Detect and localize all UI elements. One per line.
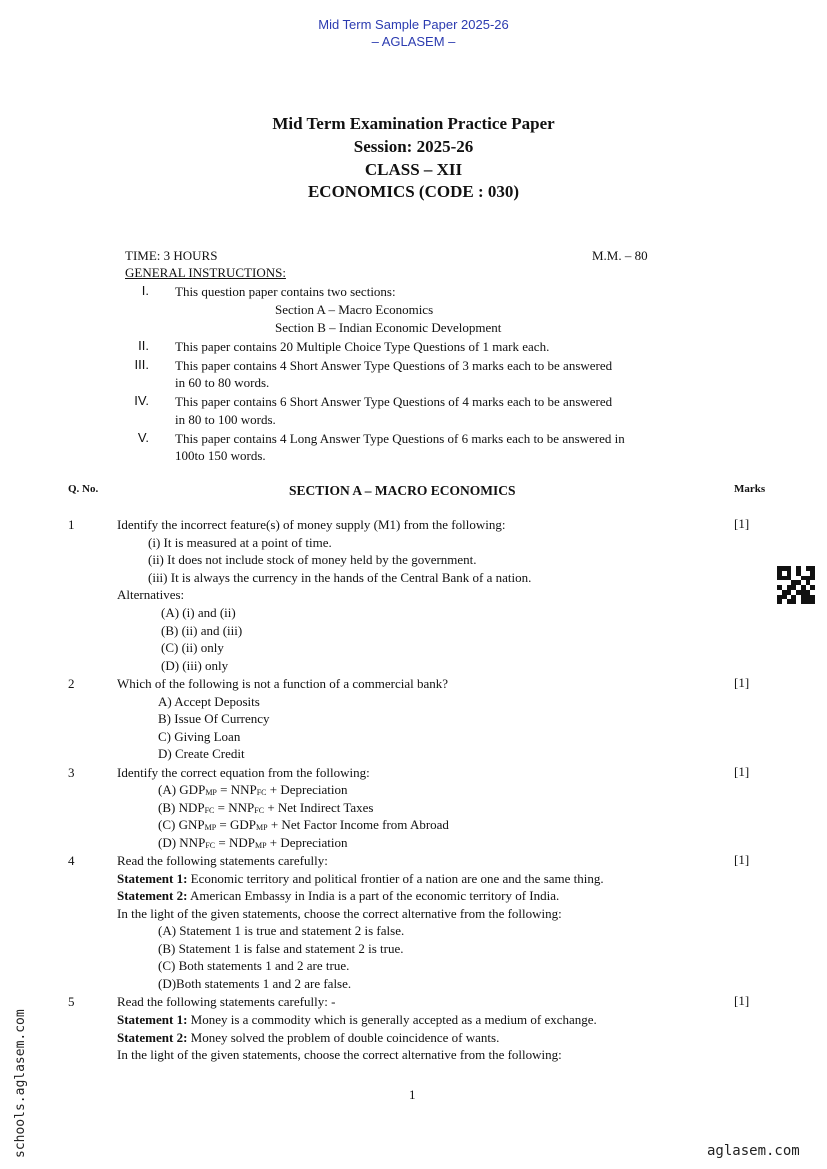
instruction-sub: Section A – Macro Economics: [275, 302, 434, 317]
qno-column-label: Q. No.: [68, 483, 99, 495]
option: B) Issue Of Currency: [158, 711, 270, 726]
option: (C) (ii) only: [161, 640, 224, 655]
question-marks: [1]: [734, 852, 750, 867]
instructions-heading: GENERAL INSTRUCTIONS:: [125, 265, 286, 280]
header-line-2: – AGLASEM –: [371, 34, 456, 49]
option: (C) $GNP_{MP} = GDP_{MP}$ + Net Factor Income from Abroad: [158, 817, 449, 832]
time-label: TIME: 3 HOURS: [125, 248, 218, 263]
question-number: 1: [68, 517, 75, 532]
option: (D) (iii) only: [161, 658, 229, 673]
option: (B) Statement 1 is false and statement 2 is true.: [158, 941, 404, 956]
side-watermark: schools.aglasem.com: [13, 1009, 28, 1158]
question-statement: (i) It is measured at a point of time.: [148, 535, 332, 550]
instruction-text: This paper contains 4 Long Answer Type Questions of 6 marks each to be answered in: [175, 431, 625, 446]
question-marks: [1]: [734, 516, 750, 531]
session-title: Session: 2025-26: [353, 137, 474, 156]
option: (B) $NDP_{FC} = NNP_{FC}$ + Net Indirect Taxes: [158, 800, 374, 815]
footer-watermark: aglasem.com: [707, 1143, 800, 1159]
question-statement: (iii) It is always the currency in the hands of the Central Bank of a nation.: [148, 570, 532, 585]
instruction-num: III.: [134, 357, 149, 372]
statement-2: Statement 2: American Embassy in India is a part of the economic territory of India.: [117, 888, 560, 903]
question-marks: [1]: [734, 993, 750, 1008]
option: (C) Both statements 1 and 2 are true.: [158, 958, 350, 973]
alternatives-label: Alternatives:: [117, 587, 185, 602]
subject-title: ECONOMICS (CODE : 030): [307, 182, 520, 201]
option: (B) (ii) and (iii): [161, 623, 243, 638]
option: A) Accept Deposits: [158, 694, 260, 709]
instruction-text: This paper contains 20 Multiple Choice Type Questions of 1 mark each.: [175, 339, 550, 354]
max-marks-label: M.M. – 80: [592, 248, 648, 263]
question-number: 2: [68, 676, 75, 691]
instruction-text: This paper contains 6 Short Answer Type Questions of 4 marks each to be answered: [175, 394, 613, 409]
question-stem: Read the following statements carefully: -: [117, 994, 336, 1009]
option: D) Create Credit: [158, 746, 245, 761]
header-line-1: Mid Term Sample Paper 2025-26: [318, 17, 509, 32]
option: (A) $GDP_{MP} = NNP_{FC}$ + Depreciation: [158, 782, 348, 797]
question-stem: Identify the incorrect feature(s) of money supply (M1) from the following:: [117, 517, 506, 532]
question-number: 4: [68, 853, 75, 868]
paper-title: Mid Term Examination Practice Paper: [272, 114, 555, 133]
page-number: 1: [409, 1087, 416, 1102]
option: (D)Both statements 1 and 2 are false.: [158, 976, 352, 991]
option: (D) $NNP_{FC} = NDP_{MP}$ + Depreciation: [158, 835, 348, 850]
question-stem: Identify the correct equation from the following:: [117, 765, 370, 780]
instruction-text-cont: in 60 to 80 words.: [175, 375, 270, 390]
instruction-text-cont: 100to 150 words.: [175, 448, 266, 463]
question-statement: (ii) It does not include stock of money held by the government.: [148, 552, 477, 567]
marks-column-label: Marks: [734, 483, 766, 495]
statement-1: Statement 1: Money is a commodity which is generally accepted as a medium of exchange.: [117, 1012, 597, 1027]
statement-2: Statement 2: Money solved the problem of double coincidence of wants.: [117, 1030, 500, 1045]
instruction-text: This question paper contains two sections:: [175, 284, 396, 299]
class-title: CLASS – XII: [364, 160, 463, 179]
instruction-sub: Section B – Indian Economic Development: [275, 320, 502, 335]
option: (A) Statement 1 is true and statement 2 is false.: [158, 923, 405, 938]
statement-1: Statement 1: Economic territory and political frontier of a nation are one and the same thing.: [117, 871, 604, 886]
option: (A) (i) and (ii): [161, 605, 236, 620]
question-marks: [1]: [734, 675, 750, 690]
question-prompt: In the light of the given statements, choose the correct alternative from the following:: [117, 1047, 562, 1062]
question-number: 3: [68, 765, 75, 780]
instruction-num: V.: [137, 430, 149, 445]
section-title: SECTION A – MACRO ECONOMICS: [289, 483, 516, 498]
instruction-num: II.: [138, 338, 149, 353]
instruction-num: I.: [141, 283, 149, 298]
instruction-num: IV.: [134, 393, 149, 408]
instruction-text-cont: in 80 to 100 words.: [175, 412, 276, 427]
qr-code-icon: [777, 566, 815, 604]
question-number: 5: [68, 994, 75, 1009]
question-prompt: In the light of the given statements, choose the correct alternative from the following:: [117, 906, 562, 921]
question-stem: Which of the following is not a function of a commercial bank?: [117, 676, 449, 691]
option: C) Giving Loan: [158, 729, 241, 744]
question-marks: [1]: [734, 764, 750, 779]
instruction-text: This paper contains 4 Short Answer Type Questions of 3 marks each to be answered: [175, 358, 613, 373]
question-stem: Read the following statements carefully:: [117, 853, 328, 868]
